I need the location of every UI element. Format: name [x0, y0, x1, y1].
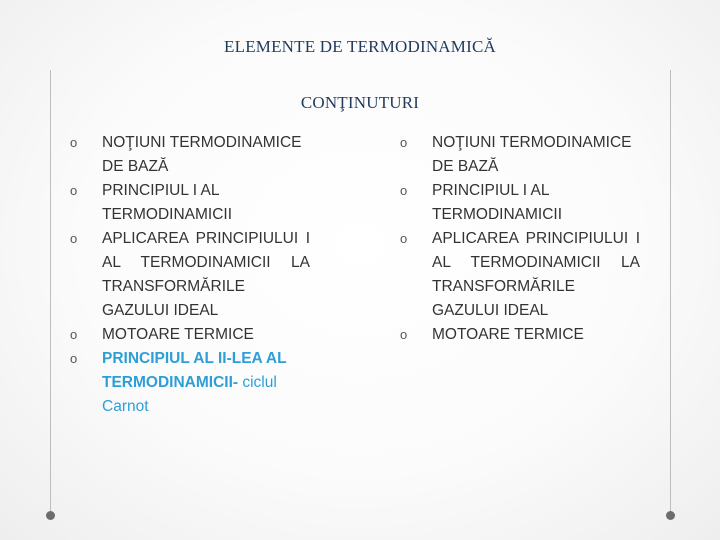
- highlighted-heading: PRINCIPIUL AL II-LEA AL TERMODINAMICII-: [102, 350, 287, 391]
- slide-title: ELEMENTE DE TERMODINAMICĂ: [224, 37, 496, 56]
- bullet-circle-icon: o: [70, 183, 78, 198]
- list-item-text: APLICAREA PRINCIPIULUI I AL TERMODINAMICII LA TRANSFORMĂRILE GAZULUI IDEAL: [432, 230, 640, 319]
- bullet-circle-icon: o: [400, 231, 408, 246]
- bullet-circle-icon: o: [70, 351, 78, 366]
- list-item-text: NOŢIUNI TERMODINAMICE DE BAZĂ: [432, 134, 632, 175]
- list-item-text: NOŢIUNI TERMODINAMICE DE BAZĂ: [102, 134, 302, 175]
- list-item-text: PRINCIPIUL I AL TERMODINAMICII: [432, 182, 563, 223]
- list-item: [400, 179, 640, 227]
- frame-dot-right: [666, 511, 675, 520]
- bullet-circle-icon: o: [70, 231, 78, 246]
- list-item: [70, 323, 310, 347]
- frame-right-line: [670, 70, 671, 515]
- list-item: [70, 179, 310, 227]
- list-item-text: PRINCIPIUL I AL TERMODINAMICII: [102, 182, 233, 223]
- bullet-circle-icon: o: [70, 135, 78, 150]
- highlighted-subtext: ciclul Carnot: [102, 374, 277, 415]
- frame-dot-left: [46, 511, 55, 520]
- list-item: [70, 227, 310, 323]
- bullet-circle-icon: o: [400, 135, 408, 150]
- list-item: [400, 131, 640, 179]
- list-item-highlighted: [70, 347, 310, 419]
- list-item: [400, 323, 640, 347]
- list-item: [400, 227, 640, 323]
- bullet-circle-icon: o: [400, 327, 408, 342]
- frame-left-line: [50, 70, 51, 515]
- list-item-text: MOTOARE TERMICE: [102, 326, 254, 343]
- list-item-text: MOTOARE TERMICE: [432, 326, 584, 343]
- slide-subtitle: CONŢINUTURI: [300, 93, 420, 112]
- list-item: [70, 131, 310, 179]
- list-item-text: [102, 347, 310, 419]
- list-item-text: APLICAREA PRINCIPIULUI I AL TERMODINAMICII LA TRANSFORMĂRILE GAZULUI IDEAL: [102, 230, 310, 319]
- left-content-list: [70, 131, 310, 419]
- bullet-circle-icon: o: [400, 183, 408, 198]
- right-content-list: [400, 131, 640, 347]
- bullet-circle-icon: o: [70, 327, 78, 342]
